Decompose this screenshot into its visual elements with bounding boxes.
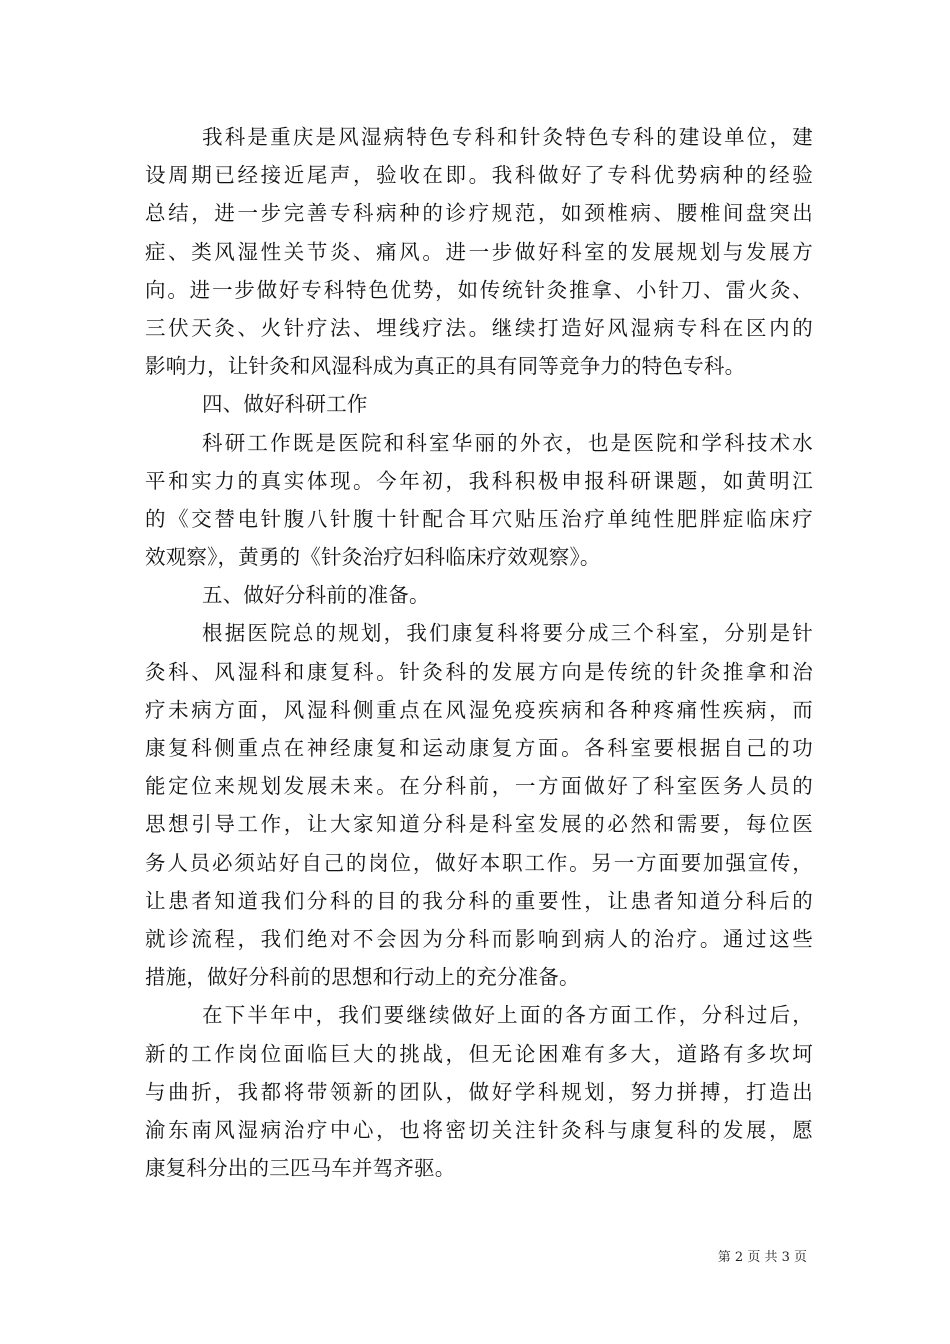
text-line: 与曲折，我都将带领新的团队，做好学科规划，努力拼搏，打造出 <box>145 1079 813 1104</box>
text-line: 措施，做好分科前的思想和行动上的充分准备。 <box>145 965 580 990</box>
text-line: 向。进一步做好专科特色优势，如传统针灸推拿、小针刀、雷火灸、 <box>145 277 813 302</box>
text-line: 在下半年中，我们要继续做好上面的各方面工作，分科过后， <box>202 1003 813 1028</box>
text-line: 疗未病方面，风湿科侧重点在风湿免疫疾病和各种疼痛性疾病，而 <box>145 697 813 722</box>
text-line: 平和实力的真实体现。今年初，我科积极申报科研课题，如黄明江 <box>145 468 813 493</box>
text-line: 灸科、风湿科和康复科。针灸科的发展方向是传统的针灸推拿和治 <box>145 659 813 684</box>
text-line: 康复科侧重点在神经康复和运动康复方面。各科室要根据自己的功 <box>145 736 813 760</box>
text-line: 的《交替电针腹八针腹十针配合耳穴贴压治疗单纯性肥胖症临床疗 <box>145 506 813 531</box>
text-line: 务人员必须站好自己的岗位，做好本职工作。另一方面要加强宣传， <box>145 850 813 875</box>
text-line: 影响力，让针灸和风湿科成为真正的具有同等竞争力的特色专科。 <box>145 354 746 379</box>
text-line: 症、类风湿性关节炎、痛风。进一步做好科室的发展规划与发展方 <box>145 239 813 264</box>
text-line: 思想引导工作，让大家知道分科是科室发展的必然和需要，每位医 <box>145 812 813 837</box>
text-line: 我科是重庆是风湿病特色专科和针灸特色专科的建设单位，建 <box>202 125 813 149</box>
text-line: 四、做好科研工作 <box>202 392 368 417</box>
text-line: 渝东南风湿病治疗中心，也将密切关注针灸科与康复科的发展，愿 <box>145 1117 813 1142</box>
text-line: 就诊流程，我们绝对不会因为分科而影响到病人的治疗。通过这些 <box>145 926 813 951</box>
page-number: 第 2 页 共 3 页 <box>717 1250 807 1265</box>
text-line: 新的工作岗位面临巨大的挑战，但无论困难有多大，道路有多坎坷 <box>145 1041 813 1066</box>
text-line: 三伏天灸、火针疗法、埋线疗法。继续打造好风湿病专科在区内的 <box>145 315 813 340</box>
text-line: 效观察》，黄勇的《针灸治疗妇科临床疗效观察》。 <box>145 545 601 570</box>
text-line: 设周期已经接近尾声，验收在即。我科做好了专科优势病种的经验 <box>145 163 813 188</box>
document-body <box>145 118 813 1187</box>
text-line: 科研工作既是医院和科室华丽的外衣，也是医院和学科技术水 <box>202 430 813 455</box>
text-line: 五、做好分科前的准备。 <box>202 583 430 608</box>
text-line: 总结，进一步完善专科病种的诊疗规范，如颈椎病、腰椎间盘突出 <box>145 201 813 226</box>
text-line: 能定位来规划发展未来。在分科前，一方面做好了科室医务人员的 <box>145 774 813 799</box>
text-line: 让患者知道我们分科的目的我分科的重要性，让患者知道分科后的 <box>145 888 813 913</box>
text-line: 根据医院总的规划，我们康复科将要分成三个科室，分别是针 <box>202 621 813 646</box>
text-line: 康复科分出的三匹马车并驾齐驱。 <box>145 1156 456 1181</box>
